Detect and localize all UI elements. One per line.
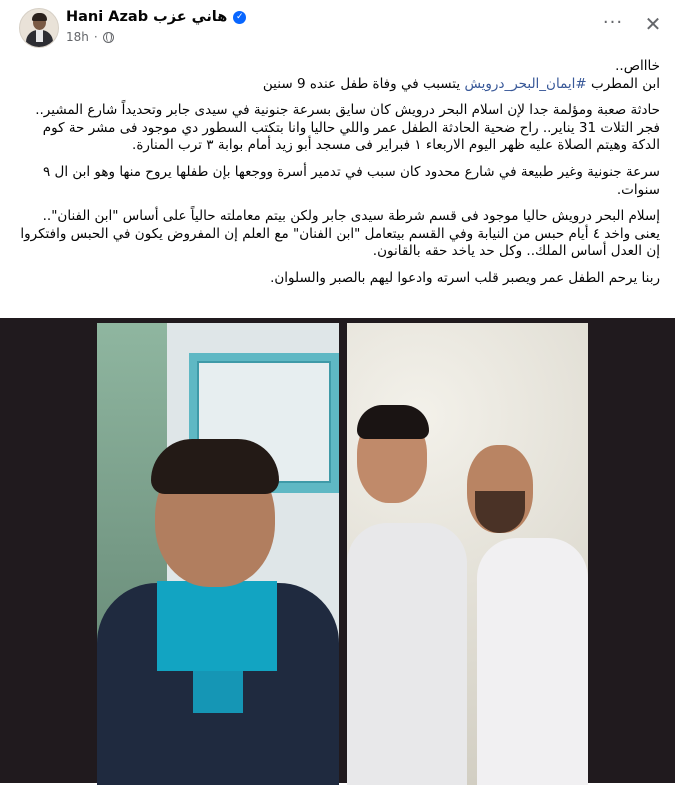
post-paragraph: سرعة جنونية وغير طبيعة في شارع محدود كان سبب في تدمير أسرة ووجعها بإن طفلها يروح منها وهو ابن ال ٩ سنوات. — [42, 163, 660, 198]
hashtag-link[interactable]: #ايمان_البحر_درويش — [464, 75, 587, 92]
post-line: خاااص.. — [615, 58, 660, 74]
more-options-button[interactable]: ··· — [602, 12, 624, 33]
post-meta: 18h · — [66, 30, 114, 44]
close-button[interactable]: ✕ — [644, 12, 662, 36]
photo-boy[interactable] — [97, 323, 339, 785]
verified-badge-icon: ✓ — [233, 11, 246, 24]
post-body — [18, 58, 660, 297]
post-text-segment: ابن المطرب — [586, 75, 660, 92]
author-avatar[interactable] — [19, 8, 59, 48]
post-paragraph — [18, 76, 660, 94]
post-header — [0, 0, 675, 58]
post-time[interactable]: 18h — [66, 30, 89, 44]
post-photo-area[interactable] — [0, 318, 675, 783]
globe-icon — [103, 32, 114, 43]
author-name[interactable]: Hani Azab هاني عزب — [66, 9, 228, 25]
author-name-line — [66, 9, 246, 25]
post-paragraph — [18, 58, 660, 76]
post-text-segment: يتسبب في وفاة طفل عنده 9 سنين — [262, 75, 465, 92]
photo-two-men[interactable] — [347, 323, 588, 785]
post-paragraph: ربنا يرحم الطفل عمر ويصبر قلب اسرته وادعوا ليهم بالصبر والسلوان. — [270, 269, 660, 286]
post-paragraph: إسلام البحر درويش حاليا موجود فى قسم شرطة سيدى جابر ولكن بيتم معاملته حالياً على أساس "ابن الفنان".. يعنى واخد ٤ أيام حبس من النيابة وفي القسم بيتعامل "ابن الفنان" مع العلم إن المفروض يكون في الحبس وافتكروا إن العدل أساس الملك.. وكل حد ياخد حقه بالقانون. — [20, 208, 660, 260]
post-paragraph: حادثة صعبة ومؤلمة جدا لإن اسلام البحر درويش كان سايق بسرعة جنونية في سيدى جابر وتحديداً شارع المشير.. فجر التلات 31 يناير.. راح ضحية الحادثة الطفل عمر واللي حاليا وانا بتكتب السطور دي موجود فى مشر حة كوم الدكة وهيتم الصلاة عليه ظهر اليوم الاربعاء ١ فبراير فى مسجد أبو زيد أمام بوابة ٣ ترب المنارة. — [35, 102, 660, 154]
